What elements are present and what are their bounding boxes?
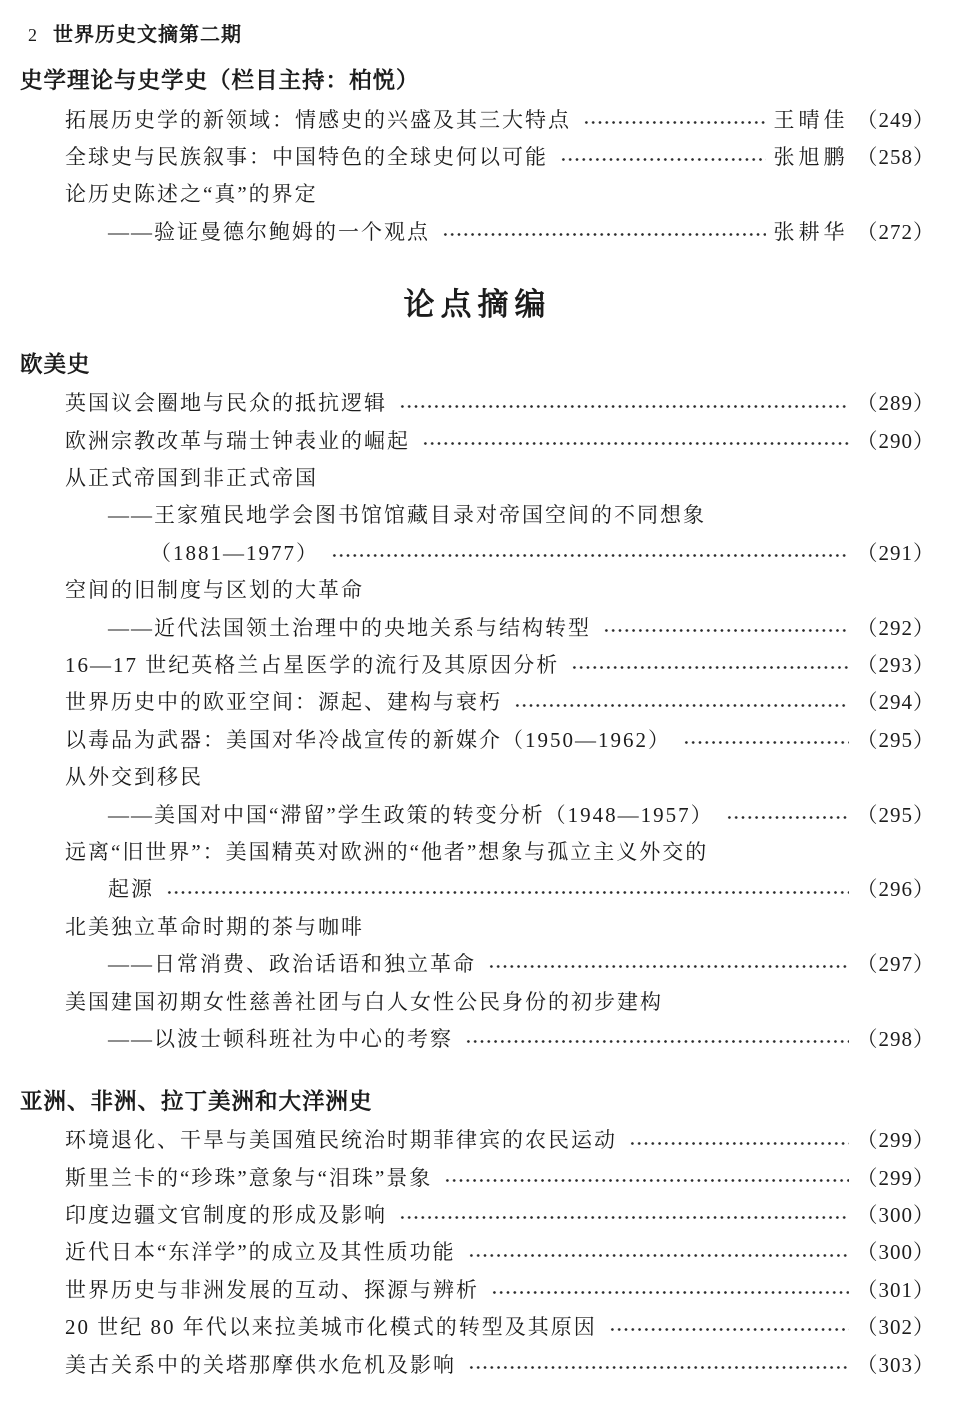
dot-leader [560, 137, 766, 174]
entry-title: ——以波士顿科班社为中心的考察 [108, 1026, 453, 1051]
entry-title: ——王家殖民地学会图书馆馆藏目录对帝国空间的不同想象 [108, 503, 706, 528]
entry-title: 斯里兰卡的“珍珠”意象与“泪珠”景象 [65, 1165, 433, 1190]
toc-entry-row [20, 720, 935, 757]
entry-title: 论历史陈述之“真”的界定 [65, 182, 318, 207]
entry-page-number: （299） [856, 1165, 935, 1190]
entry-page-number: （295） [856, 727, 935, 752]
toc-entry-row [20, 533, 935, 570]
entry-title: 欧洲宗教改革与瑞士钟表业的崛起 [65, 428, 410, 453]
toc-entry-row [20, 870, 935, 907]
entry-title: 印度边疆文官制度的形成及影响 [65, 1203, 387, 1228]
toc-entry-row [20, 1121, 935, 1158]
entry-title: 英国议会圈地与民众的抵抗逻辑 [65, 391, 387, 416]
entry-author: 张旭鹏 [773, 145, 849, 170]
toc-entry-row [20, 683, 935, 720]
entry-title: 从外交到移民 [65, 765, 203, 790]
toc-entry-row [20, 795, 935, 832]
entry-title: 从正式帝国到非正式帝国 [65, 466, 318, 491]
entry-title: 环境退化、干旱与美国殖民统治时期菲律宾的农民运动 [65, 1128, 617, 1153]
toc-entry-row [20, 757, 935, 794]
toc-entry-row [20, 1195, 935, 1232]
entry-page-number: （298） [856, 1026, 935, 1051]
entry-title: 16—17 世纪英格兰占星医学的流行及其原因分析 [65, 652, 560, 677]
entry-title: 全球史与民族叙事：中国特色的全球史何以可能 [65, 145, 548, 170]
dot-leader [491, 1270, 849, 1307]
dot-leader [465, 1019, 849, 1056]
entry-title: 远离“旧世界”：美国精英对欧洲的“他者”想象与孤立主义外交的 [65, 839, 709, 864]
toc-entry-row [20, 982, 935, 1019]
dot-leader [583, 100, 766, 137]
toc-entry-row [20, 944, 935, 981]
toc-entry-row [20, 1233, 935, 1270]
entry-title: 近代日本“东洋学”的成立及其性质功能 [65, 1240, 456, 1265]
entry-title: 美国建国初期女性慈善社团与白人女性公民身份的初步建构 [65, 989, 663, 1014]
dot-leader [399, 1195, 849, 1232]
dot-leader [399, 384, 849, 421]
entry-page-number: （293） [856, 652, 935, 677]
journal-title: 世界历史文摘第二期 [53, 24, 242, 46]
toc-entry-row [20, 907, 935, 944]
entry-title: 空间的旧制度与区划的大革命 [65, 578, 364, 603]
entry-page-number: （302） [856, 1315, 935, 1340]
toc-entry-row [20, 1308, 935, 1345]
toc-entry-row [20, 496, 935, 533]
dot-leader [571, 645, 848, 682]
toc-entry-row [20, 608, 935, 645]
entry-page-number: （291） [856, 540, 935, 565]
entry-title: 美古关系中的关塔那摩供水危机及影响 [65, 1352, 456, 1377]
toc-entry-row [20, 1019, 935, 1056]
entry-page-number: （296） [856, 877, 935, 902]
toc-entry-row [20, 421, 935, 458]
entry-title: 以毒品为武器：美国对华冷战宣传的新媒介（1950—1962） [65, 727, 671, 752]
toc-entry-row [20, 645, 935, 682]
entry-title: ——美国对中国“滞留”学生政策的转变分析（1948—1957） [108, 802, 714, 827]
toc-entry-row [20, 1158, 935, 1195]
entry-page-number: （295） [856, 802, 935, 827]
entry-title: ——验证曼德尔鲍姆的一个观点 [108, 219, 430, 244]
dot-leader [422, 421, 849, 458]
dot-leader [609, 1308, 849, 1345]
dot-leader [629, 1121, 849, 1158]
entry-page-number: （272） [856, 219, 935, 244]
entry-page-number: （300） [856, 1203, 935, 1228]
dot-leader [468, 1233, 849, 1270]
entry-page-number: （300） [856, 1240, 935, 1265]
entry-page-number: （292） [856, 615, 935, 640]
toc-entry-row [20, 458, 935, 495]
page-number: 2 [28, 25, 37, 45]
toc-entry-row [20, 175, 935, 212]
dot-leader [331, 533, 849, 570]
entry-author: 张耕华 [773, 219, 849, 244]
entry-page-number: （303） [856, 1352, 935, 1377]
entry-page-number: （249） [856, 107, 935, 132]
dot-leader [444, 1158, 848, 1195]
section-title: 亚洲、非洲、拉丁美洲和大洋洲史 [20, 1088, 373, 1114]
entry-title: （1881—1977） [150, 540, 319, 565]
dot-leader [726, 795, 849, 832]
entry-title: 20 世纪 80 年代以来拉美城市化模式的转型及其原因 [65, 1315, 597, 1340]
toc-section [20, 62, 935, 250]
entry-title: 世界历史中的欧亚空间：源起、建构与衰朽 [65, 690, 502, 715]
toc-entry-row [20, 212, 935, 249]
entry-author: 王晴佳 [773, 107, 849, 132]
toc-entry-row [20, 1345, 935, 1382]
dot-leader [514, 683, 849, 720]
dot-leader [166, 870, 849, 907]
entry-page-number: （297） [856, 952, 935, 977]
running-header [28, 18, 935, 44]
entry-title: 世界历史与非洲发展的互动、探源与辨析 [65, 1277, 479, 1302]
entry-title: ——近代法国领土治理中的央地关系与结构转型 [108, 615, 591, 640]
dot-leader [468, 1345, 849, 1382]
toc-content [20, 62, 935, 1382]
entry-page-number: （290） [856, 428, 935, 453]
toc-entry-row [20, 832, 935, 869]
entry-title: 起源 [108, 877, 154, 902]
toc-entry-row [20, 571, 935, 608]
toc-section [20, 1083, 935, 1383]
entry-title: 北美独立革命时期的茶与咖啡 [65, 914, 364, 939]
entry-page-number: （294） [856, 690, 935, 715]
toc-entry-row [20, 137, 935, 174]
toc-entry-row [20, 384, 935, 421]
entry-page-number: （299） [856, 1128, 935, 1153]
dot-leader [683, 720, 849, 757]
entry-title: 拓展历史学的新领域：情感史的兴盛及其三大特点 [65, 107, 571, 132]
entry-title: ——日常消费、政治话语和独立革命 [108, 952, 476, 977]
toc-section [20, 346, 935, 1057]
toc-entry-row [20, 100, 935, 137]
center-heading: 论点摘编 [403, 286, 552, 322]
entry-page-number: （289） [856, 391, 935, 416]
dot-leader [488, 944, 849, 981]
dot-leader [603, 608, 849, 645]
toc-entry-row [20, 1270, 935, 1307]
section-title: 史学理论与史学史（栏目主持：柏悦） [20, 68, 420, 93]
entry-page-number: （258） [856, 145, 935, 170]
dot-leader [442, 212, 766, 249]
entry-page-number: （301） [856, 1277, 935, 1302]
section-title: 欧美史 [20, 351, 91, 377]
